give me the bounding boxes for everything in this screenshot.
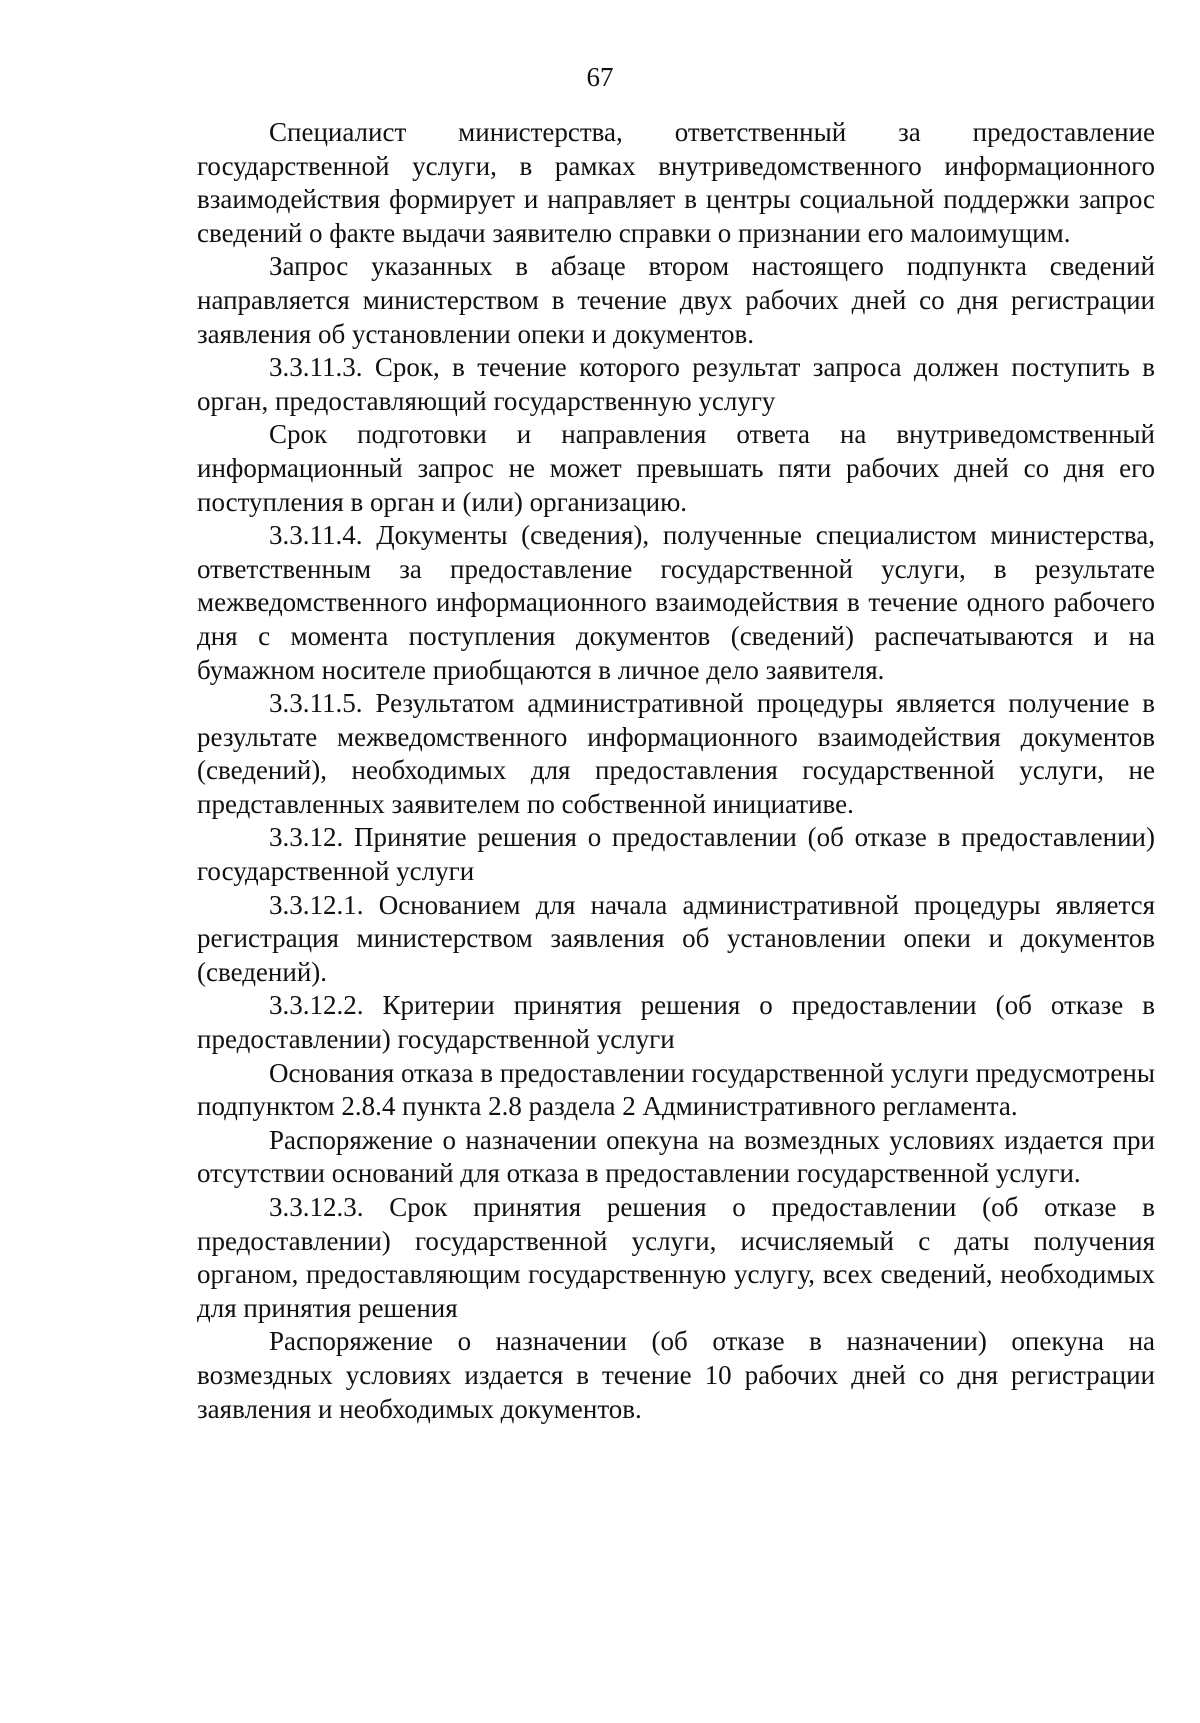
- paragraph: Распоряжение о назначении (об отказе в назначении) опекуна на возмездных условиях издается в течение 10 рабочих дней со дня регистрации заявления и необходимых документов.: [197, 1326, 1155, 1424]
- paragraph: 3.3.12.2. Критерии принятия решения о предоставлении (об отказе в предоставлении) государственной услуги: [197, 990, 1155, 1055]
- paragraph: 3.3.12.3. Срок принятия решения о предоставлении (об отказе в предоставлении) государственной услуги, исчисляемый с даты получения органом, предоставляющим государственную услугу, всех сведений, необходимых для принятия решения: [197, 1192, 1155, 1323]
- paragraph: Запрос указанных в абзаце втором настоящего подпункта сведений направляется министерством в течение двух рабочих дней со дня регистрации заявления об установлении опеки и документов.: [197, 251, 1155, 349]
- paragraph: 3.3.12.1. Основанием для начала административной процедуры является регистрация министерством заявления об установлении опеки и документов (сведений).: [197, 889, 1155, 987]
- paragraph: 3.3.11.4. Документы (сведения), полученные специалистом министерства, ответственным за предоставление государственной услуги, в результате межведомственного информационного взаимодействия в течение одного рабочего дня с момента поступления документов (сведений) распечатываются и на бумажном носителе приобщаются в личное дело заявителя.: [197, 520, 1155, 685]
- section-heading: 3.3.12. Принятие решения о предоставлении (об отказе в предоставлении) государственной услуги: [197, 822, 1155, 887]
- document-body: [197, 116, 1155, 1426]
- paragraph: 3.3.11.3. Срок, в течение которого результат запроса должен поступить в орган, предоставляющий государственную услугу: [197, 352, 1155, 416]
- page-number: 67: [586, 62, 614, 92]
- paragraph: 3.3.11.5. Результатом административной процедуры является получение в результате межведомственного информационного взаимодействия документов (сведений), необходимых для предоставления государственной услуги, не представленных заявителем по собственной инициативе.: [197, 688, 1155, 819]
- paragraph: Основания отказа в предоставлении государственной услуги предусмотрены подпунктом 2.8.4 пункта 2.8 раздела 2 Административного регламента.: [197, 1057, 1155, 1122]
- paragraph: Срок подготовки и направления ответа на внутриведомственный информационный запрос не может превышать пяти рабочих дней со дня его поступления в орган и (или) организацию.: [197, 419, 1155, 517]
- paragraph: Распоряжение о назначении опекуна на возмездных условиях издается при отсутствии оснований для отказа в предоставлении государственной услуги.: [197, 1124, 1155, 1189]
- paragraph: Специалист министерства, ответственный за предоставление государственной услуги, в рамках внутриведомственного информационного взаимодействия формирует и направляет в центры социальной поддержки запрос сведений о факте выдачи заявителю справки о признании его малоимущим.: [197, 117, 1155, 248]
